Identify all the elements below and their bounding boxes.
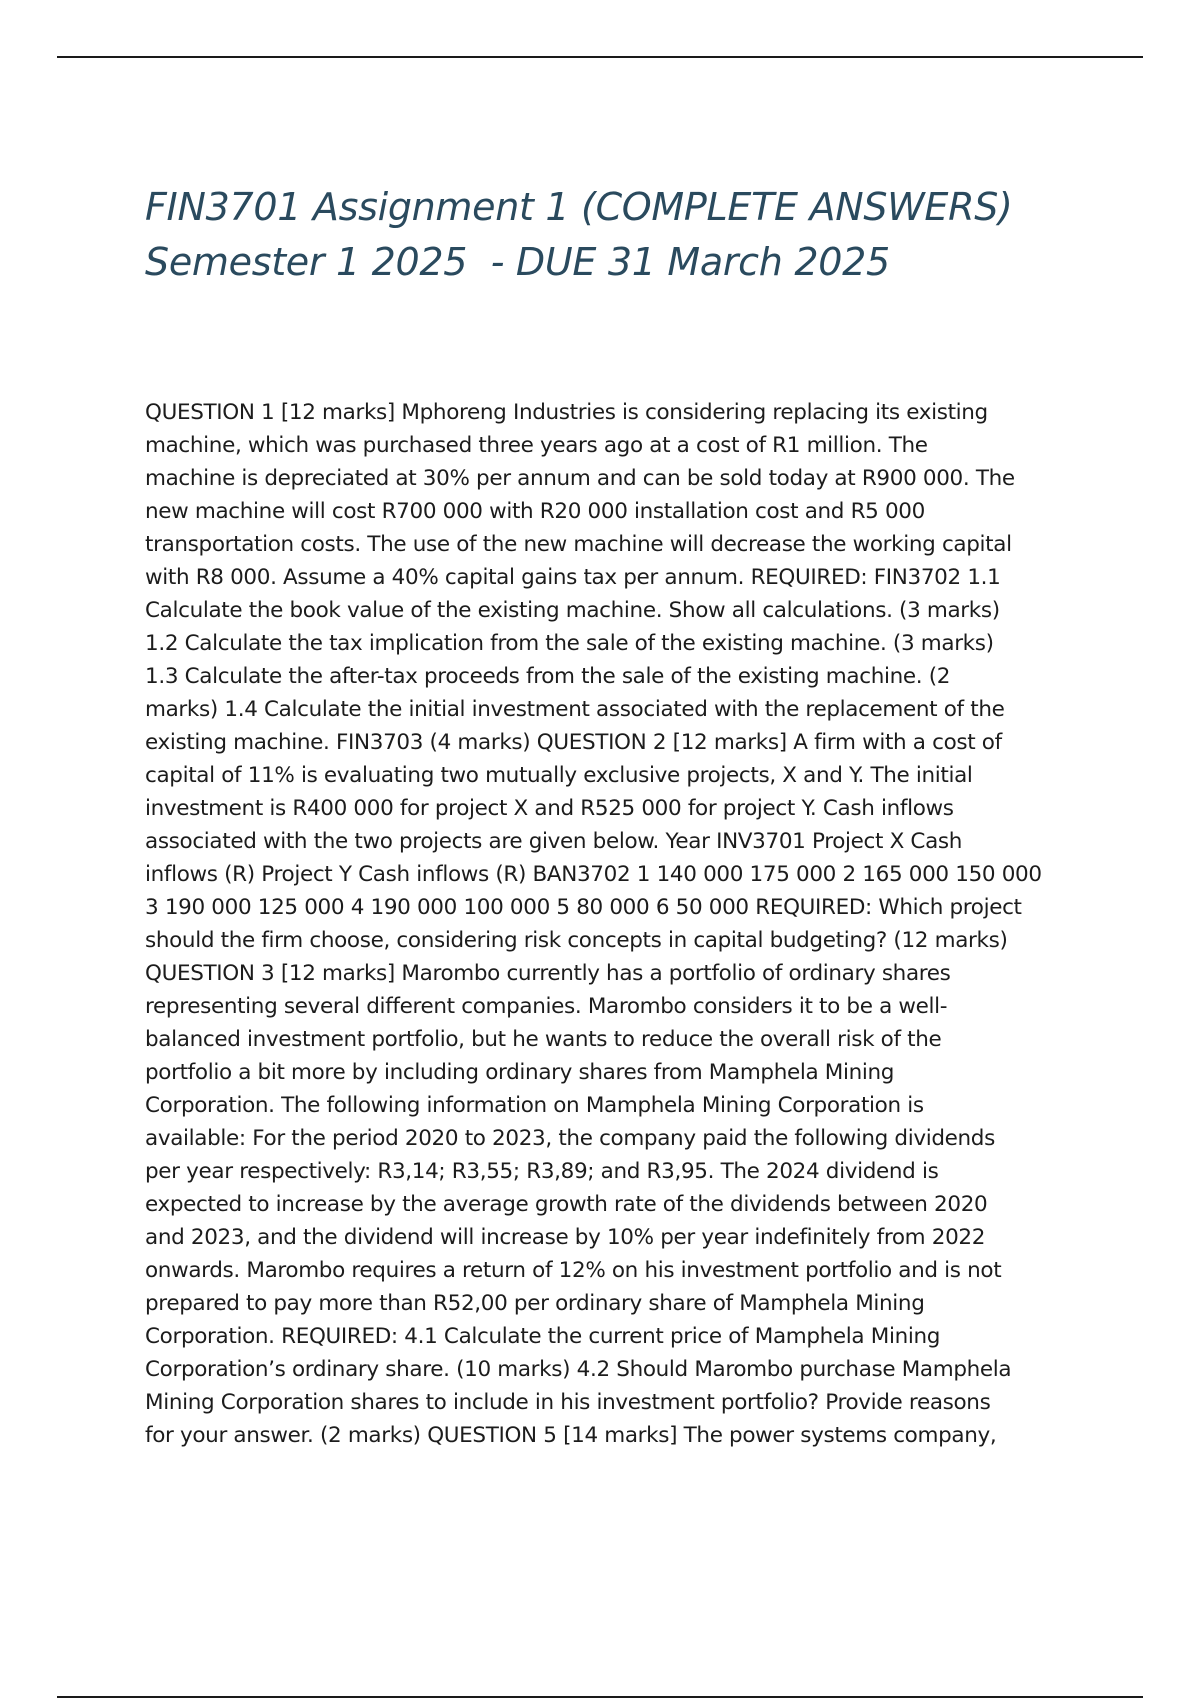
bottom-divider [57,1696,1143,1698]
body-line: capital of 11% is evaluating two mutually exclusive projects, X and Y. The initial [145,763,973,788]
body-line: marks) 1.4 Calculate the initial investment associated with the replacement of the [145,697,1005,722]
body-line: machine is depreciated at 30% per annum and can be sold today at R900 000. The [145,466,1015,491]
body-line: available: For the period 2020 to 2023, the company paid the following dividends [145,1126,995,1151]
body-line: associated with the two projects are given below. Year INV3701 Project X Cash [145,829,963,854]
body-line: onwards. Marombo requires a return of 12% on his investment portfolio and is not [145,1258,1002,1283]
body-line: investment is R400 000 for project X and R525 000 for project Y. Cash inflows [145,796,954,821]
top-divider [57,56,1143,58]
body-line: expected to increase by the average growth rate of the dividends between 2020 [145,1192,988,1217]
body-line: should the firm choose, considering risk concepts in capital budgeting? (12 marks) [145,928,1008,953]
body-line: transportation costs. The use of the new machine will decrease the working capital [145,532,1012,557]
body-line: and 2023, and the dividend will increase by 10% per year indefinitely from 2022 [145,1225,986,1250]
body-line: inflows (R) Project Y Cash inflows (R) BAN3702 1 140 000 175 000 2 165 000 150 000 [145,862,1042,887]
body-line: QUESTION 1 [12 marks] Mphoreng Industries is considering replacing its existing [145,400,988,425]
body-line: Corporation’s ordinary share. (10 marks) 4.2 Should Marombo purchase Mamphela [145,1357,1012,1382]
body-line: per year respectively: R3,14; R3,55; R3,89; and R3,95. The 2024 dividend is [145,1159,939,1184]
body-line: balanced investment portfolio, but he wants to reduce the overall risk of the [145,1027,942,1052]
document-body [145,396,1090,1452]
body-line: Corporation. The following information on Mamphela Mining Corporation is [145,1093,924,1118]
body-line: Calculate the book value of the existing machine. Show all calculations. (3 marks) [145,598,1000,623]
body-line: existing machine. FIN3703 (4 marks) QUESTION 2 [12 marks] A firm with a cost of [145,730,1002,755]
body-line: 3 190 000 125 000 4 190 000 100 000 5 80 000 6 50 000 REQUIRED: Which project [145,895,1022,920]
body-line: for your answer. (2 marks) QUESTION 5 [14 marks] The power systems company, [145,1423,997,1448]
body-line: QUESTION 3 [12 marks] Marombo currently has a portfolio of ordinary shares [145,961,951,986]
body-line: new machine will cost R700 000 with R20 000 installation cost and R5 000 [145,499,925,524]
body-line: with R8 000. Assume a 40% capital gains tax per annum. REQUIRED: FIN3702 1.1 [145,565,1001,590]
body-line: prepared to pay more than R52,00 per ordinary share of Mamphela Mining [145,1291,925,1316]
title-line-1: FIN3701 Assignment 1 (COMPLETE ANSWERS) [145,185,1013,229]
body-line: 1.2 Calculate the tax implication from the sale of the existing machine. (3 marks) [145,631,994,656]
body-line: representing several different companies. Marombo considers it to be a well- [145,994,948,1019]
body-line: portfolio a bit more by including ordinary shares from Mamphela Mining [145,1060,895,1085]
body-line: Mining Corporation shares to include in his investment portfolio? Provide reasons [145,1390,991,1415]
title-line-2: Semester 1 2025 - DUE 31 March 2025 [145,240,890,284]
document-title [145,180,1145,290]
body-line: Corporation. REQUIRED: 4.1 Calculate the current price of Mamphela Mining [145,1324,941,1349]
body-line: 1.3 Calculate the after-tax proceeds from the sale of the existing machine. (2 [145,664,951,689]
body-line: machine, which was purchased three years ago at a cost of R1 million. The [145,433,928,458]
